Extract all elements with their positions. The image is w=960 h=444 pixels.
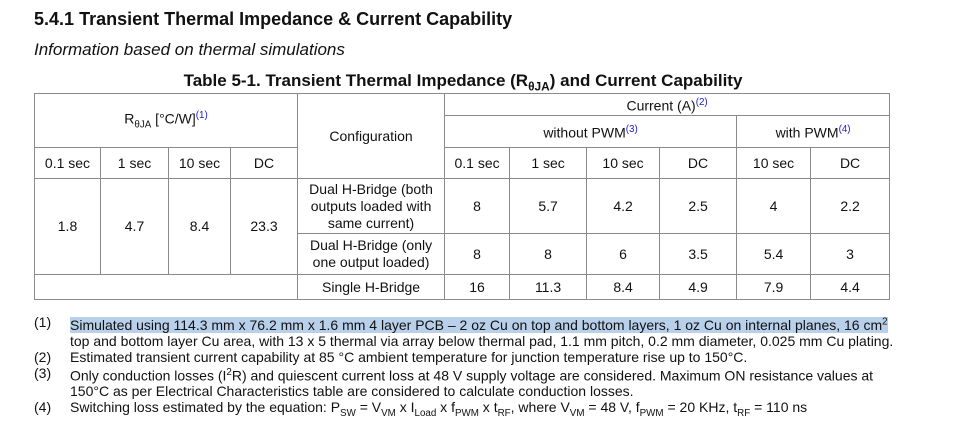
- rtheta-unit: [°C/W]: [151, 110, 196, 127]
- note-text-part: x t: [478, 399, 498, 416]
- note-number: (4): [34, 399, 52, 416]
- note-subscript: PWM: [454, 408, 479, 420]
- table-cell: 5.4: [737, 234, 811, 275]
- note-text-part: top and bottom layer Cu area, with 13 x 5 thermal via array below thermal pad, 1.1 mm pitch, 0.2 mm diameter, 0.025 mm Cu plating.: [70, 332, 894, 349]
- col-header: 10 sec: [169, 148, 231, 179]
- note-text: [70, 314, 914, 349]
- note-text-part: Switching loss estimated by the equation: P: [70, 399, 341, 416]
- note-text-part: x f: [436, 399, 455, 416]
- section-title: Transient Thermal Impedance & Current Capability: [79, 9, 513, 29]
- note-number: (3): [34, 364, 52, 381]
- empty-cell: [35, 275, 298, 300]
- table-row: [35, 179, 890, 234]
- col-header: 0.1 sec: [445, 148, 510, 179]
- table-cell: 3.5: [660, 234, 737, 275]
- note-subscript: VM: [569, 408, 585, 420]
- note-2: [34, 349, 914, 365]
- note-text-part: R) and quiescent current loss at 48 V supply voltage are considered. Maximum ON resistance values at 150°C as per Electrical Characteristics table are considered to calculate conduction losses.: [70, 367, 874, 400]
- note-4: [34, 399, 914, 422]
- configuration-header: Configuration: [298, 94, 445, 179]
- current-header-label: Current (A): [626, 97, 696, 114]
- note-text-part: x I: [395, 399, 415, 416]
- note-subscript: PWM: [639, 408, 664, 420]
- table-cell: 16: [445, 275, 510, 300]
- rtheta-value: 23.3: [231, 179, 298, 275]
- note-text-part: = V: [355, 399, 382, 416]
- col-header: 10 sec: [587, 148, 660, 179]
- table-cell: 4: [737, 179, 811, 234]
- note-text-part: = 110 ns: [750, 399, 808, 416]
- note-3: [34, 365, 914, 400]
- note-subscript: RF: [737, 408, 751, 420]
- note-text-part: Simulated using 114.3 mm x 76.2 mm x 1.6 mm 4 layer PCB – 2 oz Cu on top and bottom layers, 1 oz Cu on internal planes, 16 cm: [70, 316, 883, 333]
- section-subtitle: Information based on thermal simulations: [34, 40, 345, 59]
- table-cell: 6: [587, 234, 660, 275]
- rtheta-header: [35, 94, 298, 148]
- note-number: (1): [34, 314, 52, 330]
- with-pwm-footnote-link[interactable]: (4): [838, 124, 851, 136]
- caption-prefix: Table 5-1. Transient Thermal Impedance (R: [183, 71, 529, 90]
- note-text: Estimated transient current capability at 85 °C ambient temperature for junction temperature rise up to 150°C.: [70, 348, 748, 365]
- rtheta-footnote-link[interactable]: (1): [195, 110, 208, 122]
- with-pwm-header: [737, 116, 890, 148]
- current-footnote-link[interactable]: (2): [695, 97, 708, 109]
- table-cell: 2.2: [811, 179, 890, 234]
- table-cell: 8.4: [587, 275, 660, 300]
- table-cell: 5.7: [510, 179, 587, 234]
- rtheta-value: 1.8: [35, 179, 101, 275]
- table-caption: [0, 71, 926, 93]
- table-cell: 7.9: [737, 275, 811, 300]
- col-header: DC: [660, 148, 737, 179]
- rtheta-value: 8.4: [169, 179, 231, 275]
- note-1: [34, 314, 914, 349]
- note-number: (2): [34, 348, 52, 365]
- section-heading: [34, 9, 512, 30]
- selected-text-highlight[interactable]: [70, 317, 888, 333]
- caption-suffix: ) and Current Capability: [549, 71, 743, 90]
- table-cell: 8: [445, 234, 510, 275]
- configuration-cell: Single H-Bridge: [298, 275, 445, 300]
- note-text: [70, 399, 914, 422]
- thermal-impedance-table: [34, 93, 890, 300]
- with-pwm-label: with PWM: [775, 124, 839, 141]
- configuration-cell: Dual H-Bridge (both outputs loaded with same current): [298, 179, 445, 234]
- rtheta-symbol: R: [124, 110, 135, 127]
- note-superscript: 2: [882, 316, 888, 327]
- table-cell: 3: [811, 234, 890, 275]
- note-subscript: RF: [497, 408, 511, 420]
- col-header: 10 sec: [737, 148, 811, 179]
- current-header: [445, 94, 890, 116]
- col-header: 0.1 sec: [35, 148, 101, 179]
- table-row: [35, 275, 890, 300]
- table-cell: 4.2: [587, 179, 660, 234]
- note-subscript: Load: [414, 408, 437, 420]
- without-pwm-footnote-link[interactable]: (3): [625, 124, 638, 136]
- note-text-part: , where V: [510, 399, 570, 416]
- col-header: 1 sec: [510, 148, 587, 179]
- section-number: 5.4.1: [34, 9, 75, 29]
- configuration-cell: Dual H-Bridge (only one output loaded): [298, 234, 445, 275]
- without-pwm-header: [445, 116, 737, 148]
- col-header: 1 sec: [101, 148, 169, 179]
- note-text-part: = 20 KHz, t: [663, 399, 738, 416]
- col-header: DC: [811, 148, 890, 179]
- table-cell: 11.3: [510, 275, 587, 300]
- note-superscript: 2: [226, 366, 232, 378]
- note-text-part: = 48 V, f: [584, 399, 640, 416]
- table-cell: 2.5: [660, 179, 737, 234]
- table-cell: 8: [445, 179, 510, 234]
- col-header: DC: [231, 148, 298, 179]
- note-text-part: Only conduction losses (I: [70, 367, 227, 384]
- table-cell: 8: [510, 234, 587, 275]
- without-pwm-label: without PWM: [543, 124, 626, 141]
- caption-subscript: θJA: [528, 79, 550, 94]
- table-cell: 4.4: [811, 275, 890, 300]
- note-text: [70, 365, 914, 400]
- note-subscript: VM: [381, 408, 396, 420]
- rtheta-value: 4.7: [101, 179, 169, 275]
- table-cell: 4.9: [660, 275, 737, 300]
- table-notes: [34, 314, 914, 422]
- note-subscript: SW: [340, 408, 356, 420]
- rtheta-subscript: θJA: [134, 119, 152, 131]
